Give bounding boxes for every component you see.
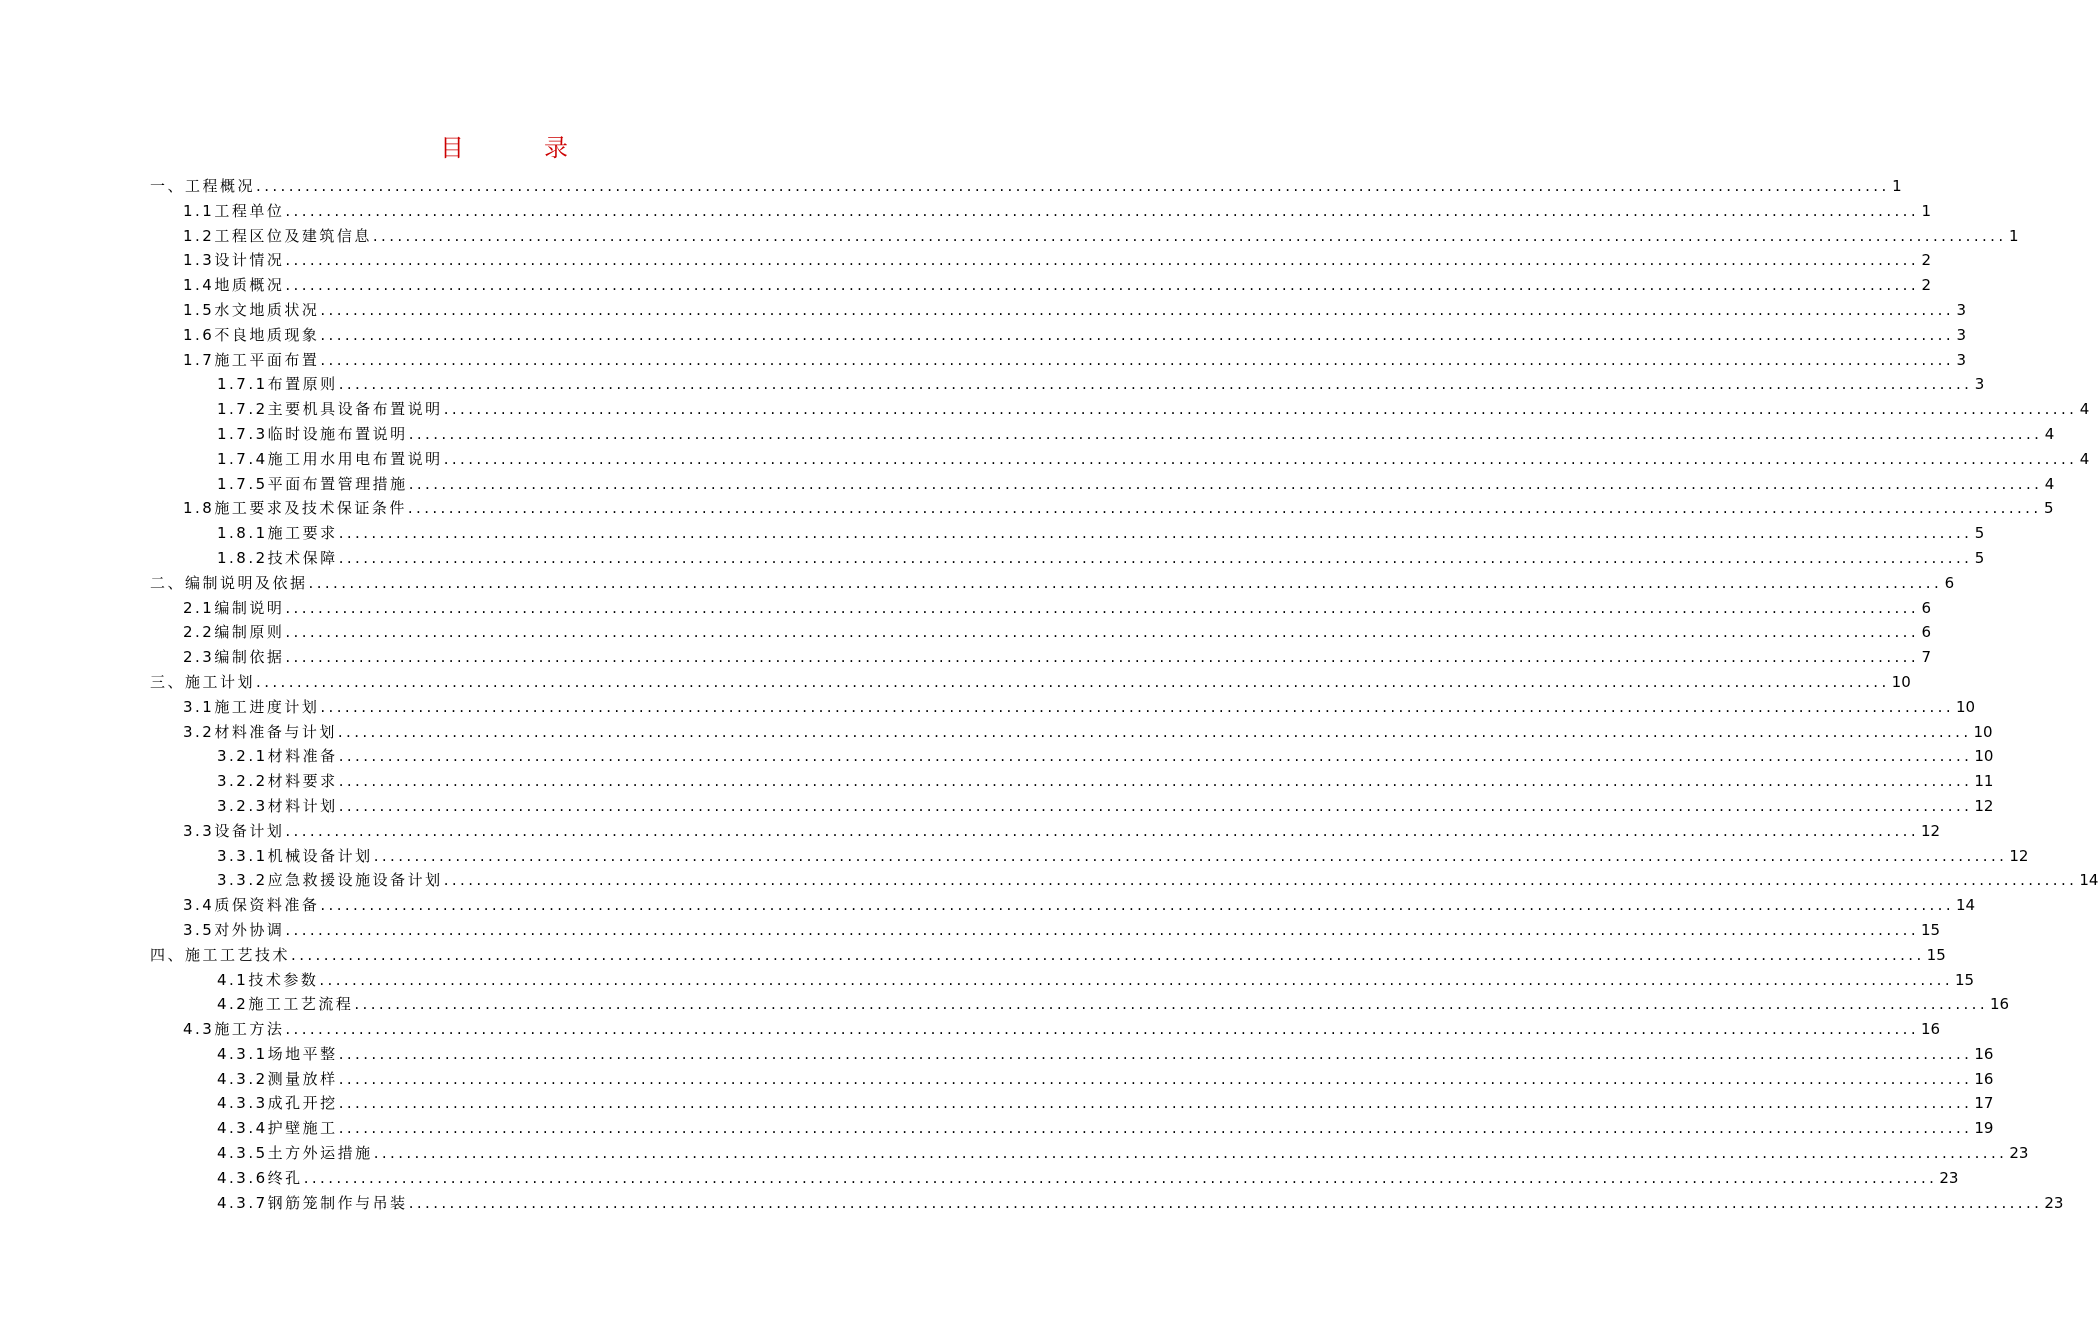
toc-entry-label: 编制依据 bbox=[214, 648, 285, 667]
toc-entry[interactable] bbox=[150, 1017, 1941, 1042]
toc-entry[interactable] bbox=[150, 273, 1931, 298]
toc-entry-page: 12 bbox=[1974, 796, 1994, 815]
toc-entry-label: 布置原则 bbox=[267, 375, 338, 394]
toc-entry[interactable] bbox=[150, 1166, 1959, 1191]
toc-entry[interactable] bbox=[150, 695, 1976, 720]
toc-entry-page: 3 bbox=[1956, 325, 1966, 344]
toc-entry-number: 1.7.1 bbox=[217, 375, 268, 394]
toc-dot-leader: ........................................................................................................................................................................................................ bbox=[354, 995, 1988, 1014]
toc-entry-page: 11 bbox=[1974, 772, 1994, 791]
toc-entry[interactable] bbox=[150, 1191, 2064, 1216]
toc-entry-page: 3 bbox=[1956, 350, 1966, 369]
toc-entry-label: 技术参数 bbox=[248, 970, 319, 989]
toc-entry-label: 钢筋笼制作与吊装 bbox=[267, 1193, 408, 1212]
toc-entry-label: 编制说明 bbox=[214, 598, 285, 617]
toc-dot-leader: ........................................................................................................................................................................................................ bbox=[320, 697, 1954, 716]
toc-entry-number: 二、 bbox=[150, 573, 186, 592]
toc-dot-leader: ........................................................................................................................................................................................................ bbox=[372, 226, 2007, 245]
toc-entry-number: 一、 bbox=[150, 177, 186, 195]
toc-entry-number: 四、 bbox=[150, 945, 186, 964]
toc-dot-leader: ........................................................................................................................................................................................................ bbox=[408, 1193, 2043, 1212]
toc-entry-label: 工程区位及建筑信息 bbox=[214, 226, 372, 245]
toc-dot-leader: ........................................................................................................................................................................................................ bbox=[443, 449, 2078, 468]
toc-entry[interactable] bbox=[150, 496, 2054, 521]
toc-entry-page: 14 bbox=[1956, 896, 1976, 915]
toc-dot-leader: ........................................................................................................................................................................................................ bbox=[320, 896, 1954, 915]
toc-dot-leader: ........................................................................................................................................................................................................ bbox=[373, 1144, 2008, 1163]
toc-entry-number: 三、 bbox=[150, 672, 186, 691]
toc-dot-leader: ........................................................................................................................................................................................................ bbox=[338, 524, 1973, 543]
toc-entry-page: 15 bbox=[1955, 970, 1975, 989]
table-of-contents bbox=[150, 174, 2098, 1215]
toc-entry-page: 6 bbox=[1921, 598, 1931, 617]
toc-entry[interactable] bbox=[150, 868, 2098, 893]
toc-entry-label: 对外协调 bbox=[214, 920, 285, 939]
toc-entry-label: 平面布置管理措施 bbox=[267, 474, 408, 493]
toc-dot-leader: ........................................................................................................................................................................................................ bbox=[338, 1044, 1973, 1063]
toc-dot-leader: ........................................................................................................................................................................................................ bbox=[303, 1168, 1938, 1187]
toc-entry-label: 施工方法 bbox=[214, 1020, 285, 1039]
toc-entry-label: 施工用水用电布置说明 bbox=[267, 449, 443, 468]
toc-entry[interactable] bbox=[150, 992, 2010, 1017]
toc-entry-page: 3 bbox=[1956, 300, 1966, 319]
toc-entry[interactable] bbox=[150, 298, 1966, 323]
toc-dot-leader: ........................................................................................................................................................................................................ bbox=[337, 722, 1972, 741]
toc-entry-number: 4.3.3 bbox=[217, 1094, 268, 1113]
toc-entry-number: 1.2 bbox=[183, 226, 215, 245]
toc-entry-page: 4 bbox=[2079, 400, 2090, 419]
toc-dot-leader: ........................................................................................................................................................................................................ bbox=[320, 325, 1954, 344]
toc-entry-label: 主要机具设备布置说明 bbox=[267, 400, 443, 419]
toc-dot-leader: ........................................................................................................................................................................................................ bbox=[407, 499, 2042, 518]
toc-entry-page: 6 bbox=[1921, 623, 1931, 642]
toc-entry-label: 测量放样 bbox=[267, 1069, 338, 1088]
toc-entry-number: 1.1 bbox=[183, 201, 215, 220]
toc-entry[interactable] bbox=[150, 744, 1994, 769]
toc-entry-number: 1.4 bbox=[183, 276, 215, 295]
toc-dot-leader: ........................................................................................................................................................................................................ bbox=[291, 945, 1925, 964]
toc-entry[interactable] bbox=[150, 571, 1955, 596]
toc-entry-label: 工程单位 bbox=[214, 201, 285, 220]
toc-entry-label: 施工进度计划 bbox=[214, 697, 320, 716]
toc-entry-number: 3.2.3 bbox=[217, 796, 268, 815]
toc-entry[interactable] bbox=[150, 968, 1975, 993]
toc-entry-number: 1.8.1 bbox=[217, 524, 268, 543]
toc-entry-page: 7 bbox=[1921, 648, 1931, 667]
toc-entry-number: 4.3.7 bbox=[217, 1193, 268, 1212]
toc-entry-number: 1.7 bbox=[183, 350, 215, 369]
toc-entry-number: 4.3.2 bbox=[217, 1069, 268, 1088]
toc-dot-leader: ........................................................................................................................................................................................................ bbox=[285, 201, 1919, 220]
toc-entry[interactable] bbox=[150, 769, 1994, 794]
toc-dot-leader: ........................................................................................................................................................................................................ bbox=[338, 375, 1973, 394]
toc-entry[interactable] bbox=[150, 596, 1931, 621]
toc-entry-label: 土方外运措施 bbox=[267, 1144, 373, 1163]
toc-entry-label: 编制原则 bbox=[214, 623, 285, 642]
toc-entry-number: 3.3.1 bbox=[217, 846, 268, 865]
toc-dot-leader: ........................................................................................................................................................................................................ bbox=[320, 350, 1954, 369]
toc-entry-label: 编制说明及依据 bbox=[185, 573, 308, 592]
toc-entry[interactable] bbox=[150, 546, 1985, 571]
toc-entry-label: 终孔 bbox=[267, 1168, 303, 1187]
toc-entry[interactable] bbox=[150, 422, 2055, 447]
toc-entry-number: 1.8.2 bbox=[217, 548, 268, 567]
toc-entry-number: 4.1 bbox=[217, 970, 249, 989]
toc-entry-number: 1.7.2 bbox=[217, 400, 268, 419]
toc-entry[interactable] bbox=[150, 844, 2029, 869]
toc-entry-page: 10 bbox=[1973, 722, 1993, 741]
toc-entry-label: 机械设备计划 bbox=[267, 846, 373, 865]
toc-dot-leader: ........................................................................................................................................................................................................ bbox=[319, 970, 1953, 989]
toc-entry-page: 10 bbox=[1956, 697, 1976, 716]
toc-entry-label: 材料准备 bbox=[267, 747, 338, 766]
toc-entry-page: 5 bbox=[2043, 499, 2054, 518]
toc-entry-number: 4.3.4 bbox=[217, 1119, 268, 1138]
toc-entry-label: 水文地质状况 bbox=[214, 300, 320, 319]
toc-entry[interactable] bbox=[150, 174, 1902, 199]
toc-entry-label: 质保资料准备 bbox=[214, 896, 320, 915]
toc-dot-leader: ........................................................................................................................................................................................................ bbox=[408, 474, 2043, 493]
toc-entry-page: 2 bbox=[1921, 251, 1931, 270]
toc-entry-number: 3.3.2 bbox=[217, 871, 268, 890]
toc-dot-leader: ........................................................................................................................................................................................................ bbox=[320, 300, 1954, 319]
toc-dot-leader: ........................................................................................................................................................................................................ bbox=[285, 276, 1919, 295]
toc-entry-label: 场地平整 bbox=[267, 1044, 338, 1063]
toc-entry-number: 4.3.5 bbox=[217, 1144, 268, 1163]
toc-entry[interactable] bbox=[150, 224, 2019, 249]
toc-entry[interactable] bbox=[150, 1067, 1994, 1092]
toc-entry-label: 施工工艺流程 bbox=[248, 995, 354, 1014]
toc-entry-number: 3.1 bbox=[183, 697, 215, 716]
toc-dot-leader: ........................................................................................................................................................................................................ bbox=[338, 747, 1973, 766]
toc-entry-number: 2.1 bbox=[183, 598, 215, 617]
toc-dot-leader: ........................................................................................................................................................................................................ bbox=[285, 598, 1919, 617]
toc-entry-label: 施工计划 bbox=[185, 672, 256, 691]
toc-entry-number: 2.3 bbox=[183, 648, 215, 667]
toc-entry-number: 1.6 bbox=[183, 325, 215, 344]
toc-entry[interactable] bbox=[150, 620, 1931, 645]
toc-entry-number: 1.7.3 bbox=[217, 424, 268, 443]
toc-dot-leader: ........................................................................................................................................................................................................ bbox=[285, 251, 1919, 270]
toc-entry-page: 1 bbox=[1921, 201, 1931, 220]
toc-entry[interactable] bbox=[150, 720, 1993, 745]
toc-entry-page: 15 bbox=[1921, 920, 1941, 939]
toc-entry[interactable] bbox=[150, 397, 2090, 422]
toc-entry[interactable] bbox=[150, 323, 1966, 348]
toc-entry[interactable] bbox=[150, 472, 2055, 497]
toc-entry[interactable] bbox=[150, 199, 1931, 224]
toc-dot-leader: ........................................................................................................................................................................................................ bbox=[308, 573, 1943, 592]
toc-entry-number: 3.2.2 bbox=[217, 772, 268, 791]
page-title: 目 录 bbox=[440, 134, 596, 162]
toc-dot-leader: ........................................................................................................................................................................................................ bbox=[285, 821, 1919, 840]
toc-entry-page: 2 bbox=[1921, 276, 1931, 295]
toc-entry-label: 护壁施工 bbox=[267, 1119, 338, 1138]
toc-dot-leader: ........................................................................................................................................................................................................ bbox=[285, 920, 1919, 939]
toc-entry-label: 不良地质现象 bbox=[214, 325, 320, 344]
toc-dot-leader: ........................................................................................................................................................................................................ bbox=[256, 672, 1890, 691]
toc-entry[interactable] bbox=[150, 645, 1931, 670]
toc-entry-number: 3.5 bbox=[183, 920, 215, 939]
toc-entry-page: 23 bbox=[1939, 1168, 1959, 1187]
toc-entry-number: 4.3 bbox=[183, 1020, 215, 1039]
toc-entry-number: 1.7.5 bbox=[217, 474, 268, 493]
toc-entry-page: 15 bbox=[1926, 945, 1946, 964]
toc-dot-leader: ........................................................................................................................................................................................................ bbox=[338, 772, 1973, 791]
toc-entry-page: 10 bbox=[1974, 747, 1994, 766]
toc-entry-label: 施工工艺技术 bbox=[185, 945, 291, 964]
toc-entry-number: 4.2 bbox=[217, 995, 249, 1014]
toc-entry[interactable] bbox=[150, 794, 1994, 819]
toc-entry[interactable] bbox=[150, 1116, 1994, 1141]
toc-entry-label: 成孔开挖 bbox=[267, 1094, 338, 1113]
toc-entry-label: 设备计划 bbox=[214, 821, 285, 840]
toc-entry-page: 5 bbox=[1974, 548, 1985, 567]
toc-entry-number: 3.4 bbox=[183, 896, 215, 915]
toc-entry[interactable] bbox=[150, 1042, 1994, 1067]
toc-entry-label: 临时设施布置说明 bbox=[267, 424, 408, 443]
toc-entry-number: 2.2 bbox=[183, 623, 215, 642]
toc-entry-page: 12 bbox=[2009, 846, 2029, 865]
toc-dot-leader: ........................................................................................................................................................................................................ bbox=[443, 871, 2078, 890]
toc-dot-leader: ........................................................................................................................................................................................................ bbox=[338, 1119, 1973, 1138]
toc-entry-label: 工程概况 bbox=[185, 177, 256, 195]
toc-entry-label: 地质概况 bbox=[214, 276, 285, 295]
toc-entry[interactable] bbox=[150, 1141, 2029, 1166]
toc-dot-leader: ........................................................................................................................................................................................................ bbox=[285, 623, 1919, 642]
toc-entry-page: 4 bbox=[2044, 474, 2055, 493]
toc-entry[interactable] bbox=[150, 918, 1941, 943]
toc-entry-page: 1 bbox=[1892, 177, 1902, 195]
toc-entry-page: 16 bbox=[1974, 1044, 1994, 1063]
toc-entry-number: 1.8 bbox=[183, 499, 215, 518]
toc-entry[interactable] bbox=[150, 819, 1941, 844]
toc-dot-leader: ........................................................................................................................................................................................................ bbox=[443, 400, 2078, 419]
toc-entry-page: 19 bbox=[1974, 1119, 1994, 1138]
toc-entry-label: 材料要求 bbox=[267, 772, 338, 791]
toc-entry-number: 1.5 bbox=[183, 300, 215, 319]
toc-dot-leader: ........................................................................................................................................................................................................ bbox=[256, 177, 1890, 195]
toc-entry[interactable] bbox=[150, 893, 1976, 918]
toc-entry-page: 23 bbox=[2009, 1144, 2029, 1163]
toc-entry-label: 施工要求及技术保证条件 bbox=[214, 499, 407, 518]
toc-entry-page: 6 bbox=[1944, 573, 1955, 592]
toc-entry-number: 1.7.4 bbox=[217, 449, 268, 468]
toc-entry-page: 3 bbox=[1974, 375, 1985, 394]
toc-entry-number: 4.3.6 bbox=[217, 1168, 268, 1187]
toc-entry-label: 施工平面布置 bbox=[214, 350, 320, 369]
toc-entry[interactable] bbox=[150, 943, 1946, 968]
toc-dot-leader: ........................................................................................................................................................................................................ bbox=[338, 1069, 1973, 1088]
toc-entry-number: 3.2 bbox=[183, 722, 215, 741]
toc-dot-leader: ........................................................................................................................................................................................................ bbox=[285, 1020, 1919, 1039]
toc-entry-page: 12 bbox=[1921, 821, 1941, 840]
toc-entry-label: 技术保障 bbox=[267, 548, 338, 567]
toc-entry[interactable] bbox=[150, 447, 2090, 472]
toc-entry-page: 10 bbox=[1891, 672, 1911, 691]
toc-entry-label: 材料准备与计划 bbox=[214, 722, 337, 741]
toc-entry-page: 16 bbox=[1921, 1020, 1941, 1039]
toc-dot-leader: ........................................................................................................................................................................................................ bbox=[338, 796, 1973, 815]
toc-entry[interactable] bbox=[150, 521, 1985, 546]
toc-entry-page: 4 bbox=[2044, 424, 2055, 443]
toc-dot-leader: ........................................................................................................................................................................................................ bbox=[373, 846, 2008, 865]
toc-dot-leader: ........................................................................................................................................................................................................ bbox=[338, 1094, 1973, 1113]
toc-dot-leader: ........................................................................................................................................................................................................ bbox=[408, 424, 2043, 443]
toc-dot-leader: ........................................................................................................................................................................................................ bbox=[338, 548, 1973, 567]
toc-entry-page: 4 bbox=[2079, 449, 2090, 468]
toc-entry-page: 14 bbox=[2079, 871, 2098, 890]
toc-entry-number: 3.3 bbox=[183, 821, 215, 840]
toc-entry-number: 4.3.1 bbox=[217, 1044, 268, 1063]
toc-entry-label: 材料计划 bbox=[267, 796, 338, 815]
toc-entry-page: 16 bbox=[1990, 995, 2010, 1014]
toc-entry[interactable] bbox=[150, 248, 1931, 273]
toc-entry-page: 17 bbox=[1974, 1094, 1994, 1113]
toc-entry-number: 1.3 bbox=[183, 251, 215, 270]
toc-entry-page: 5 bbox=[1974, 524, 1985, 543]
toc-entry[interactable] bbox=[150, 348, 1966, 373]
toc-entry-page: 16 bbox=[1974, 1069, 1994, 1088]
toc-entry-page: 1 bbox=[2008, 226, 2019, 245]
toc-entry-page: 23 bbox=[2044, 1193, 2064, 1212]
toc-entry-label: 施工要求 bbox=[267, 524, 338, 543]
toc-entry-number: 3.2.1 bbox=[217, 747, 268, 766]
toc-entry[interactable] bbox=[150, 372, 1985, 397]
toc-entry[interactable] bbox=[150, 670, 1911, 695]
toc-entry-label: 应急救援设施设备计划 bbox=[267, 871, 443, 890]
toc-entry[interactable] bbox=[150, 1091, 1994, 1116]
toc-dot-leader: ........................................................................................................................................................................................................ bbox=[285, 648, 1919, 667]
toc-entry-label: 设计情况 bbox=[214, 251, 285, 270]
